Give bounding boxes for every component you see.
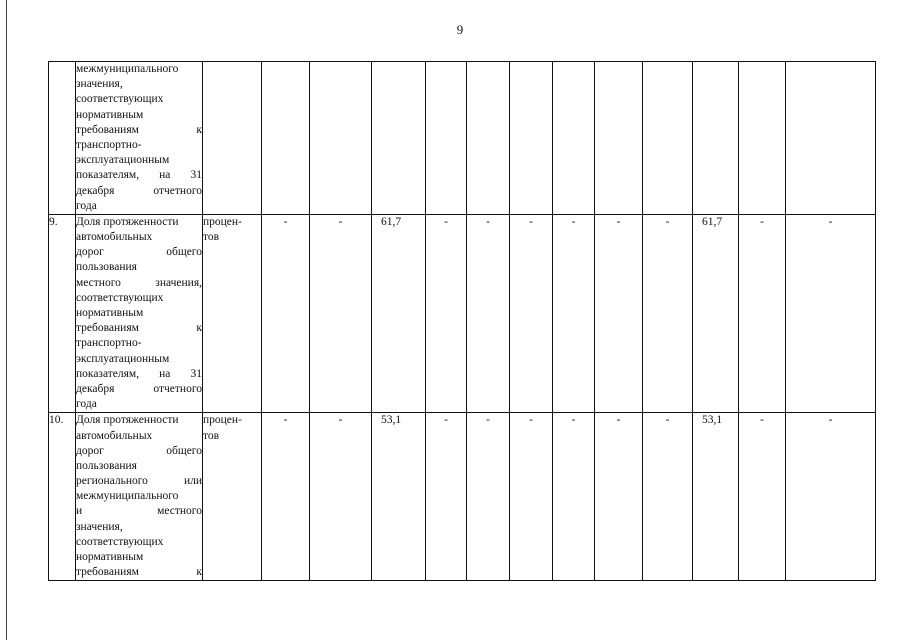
- description-word: нормативным: [76, 307, 144, 319]
- value-cell: 53,1: [372, 413, 426, 581]
- description-word: межмуниципального: [76, 490, 179, 503]
- description-line: [76, 550, 202, 565]
- description-line: [76, 565, 202, 580]
- value-cell: -: [595, 214, 643, 412]
- description-word: пользования: [76, 459, 137, 472]
- value-cell: -: [510, 413, 553, 581]
- description-word: эксплуатационным: [76, 154, 170, 167]
- value-cell: 61,7: [693, 214, 739, 412]
- description-line: [76, 199, 202, 214]
- description-word: значения,: [76, 520, 123, 533]
- description-line: [76, 77, 202, 92]
- description-word: транспортно-: [76, 337, 142, 350]
- description-line: [76, 489, 202, 504]
- description-word: общего: [166, 246, 202, 259]
- description-line: [76, 413, 202, 428]
- value-cell: -: [467, 214, 510, 412]
- row-number-cell: 9.: [49, 214, 76, 412]
- description-line: [76, 62, 202, 77]
- value-cell: -: [595, 413, 643, 581]
- description-word: показателям,: [76, 169, 140, 182]
- description-word: и: [76, 505, 83, 518]
- description-word: требованиям: [76, 322, 139, 335]
- indicator-description-cell: [76, 62, 203, 215]
- description-word: отчетного: [153, 382, 202, 395]
- value-cell: [310, 62, 372, 215]
- description-word: автомобильных: [76, 231, 153, 244]
- value-cell: -: [510, 214, 553, 412]
- description-word: автомобильных: [76, 429, 153, 442]
- description-word: требованиям: [76, 123, 139, 136]
- description-word: к: [196, 322, 202, 335]
- row-number-cell: 10.: [49, 413, 76, 581]
- unit-cell: [203, 413, 262, 581]
- description-line: [76, 444, 202, 459]
- value-cell: [693, 62, 739, 215]
- description-word: Доля протяженности: [76, 215, 179, 228]
- description-word: на: [159, 169, 171, 182]
- description-line: [76, 352, 202, 367]
- description-word: 31: [190, 169, 202, 182]
- value-cell: -: [262, 413, 310, 581]
- description-word: межмуниципального: [76, 63, 179, 75]
- value-cell: -: [739, 413, 786, 581]
- description-line: [76, 535, 202, 550]
- value-cell: [372, 62, 426, 215]
- description-line: [76, 459, 202, 474]
- description-word: пользования: [76, 261, 137, 274]
- description-word: 31: [190, 367, 202, 380]
- value-cell: [510, 62, 553, 215]
- unit-cell: [203, 214, 262, 412]
- description-word: дорог: [76, 246, 104, 259]
- description-word: нормативным: [76, 551, 144, 563]
- indicators-table: [48, 61, 876, 581]
- description-word: общего: [166, 444, 202, 457]
- unit-line: тов: [203, 429, 220, 442]
- binding-margin-line: [6, 0, 7, 640]
- value-cell: -: [786, 214, 876, 412]
- description-word: к: [196, 566, 202, 579]
- value-cell: -: [643, 413, 693, 581]
- value-cell: -: [553, 214, 595, 412]
- description-line: [76, 245, 202, 260]
- description-line: [76, 108, 202, 123]
- value-cell: -: [426, 413, 467, 581]
- description-line: [76, 520, 202, 535]
- unit-line: тов: [203, 231, 220, 244]
- description-line: [76, 367, 202, 382]
- description-word: отчетного: [153, 184, 202, 197]
- value-cell: [739, 62, 786, 215]
- table-row: [49, 413, 876, 581]
- unit-line: процен-: [203, 215, 242, 228]
- value-cell: [786, 62, 876, 215]
- description-word: значения,: [155, 276, 202, 289]
- description-word: транспортно-: [76, 138, 142, 151]
- table-row: [49, 214, 876, 412]
- description-word: декабря: [76, 184, 115, 197]
- description-word: года: [76, 199, 97, 212]
- description-word: соответствующих: [76, 291, 164, 304]
- description-line: [76, 474, 202, 489]
- description-line: [76, 153, 202, 168]
- description-line: [76, 306, 202, 321]
- value-cell: [426, 62, 467, 215]
- description-word: к: [196, 123, 202, 136]
- description-line: [76, 230, 202, 245]
- description-word: соответствующих: [76, 535, 164, 548]
- value-cell: -: [262, 214, 310, 412]
- description-word: показателям,: [76, 367, 140, 380]
- description-word: соответствующих: [76, 93, 164, 106]
- value-cell: [467, 62, 510, 215]
- value-cell: -: [643, 214, 693, 412]
- value-cell: -: [310, 413, 372, 581]
- value-cell: -: [786, 413, 876, 581]
- value-cell: -: [467, 413, 510, 581]
- indicator-description-cell: [76, 214, 203, 412]
- description-word: эксплуатационным: [76, 352, 170, 365]
- indicator-description-cell: [76, 413, 203, 581]
- description-word: или: [183, 475, 202, 488]
- description-word: требованиям: [76, 566, 139, 579]
- description-line: [76, 92, 202, 107]
- description-line: [76, 123, 202, 138]
- description-word: значения,: [76, 78, 123, 91]
- description-word: дорог: [76, 444, 104, 457]
- value-cell: -: [426, 214, 467, 412]
- description-line: [76, 336, 202, 351]
- row-number-cell: [49, 62, 76, 215]
- description-line: [76, 276, 202, 291]
- value-cell: [262, 62, 310, 215]
- description-line: [76, 291, 202, 306]
- description-line: [76, 429, 202, 444]
- value-cell: [553, 62, 595, 215]
- description-line: [76, 260, 202, 275]
- description-line: [76, 397, 202, 412]
- value-cell: [595, 62, 643, 215]
- unit-cell: [203, 62, 262, 215]
- description-line: [76, 138, 202, 153]
- description-word: местного: [157, 505, 202, 518]
- page-number: 9: [456, 22, 464, 37]
- description-word: местного: [76, 276, 121, 289]
- description-word: Доля протяженности: [76, 414, 179, 427]
- unit-line: процен-: [203, 414, 242, 427]
- description-line: [76, 382, 202, 397]
- value-cell: 61,7: [372, 214, 426, 412]
- value-cell: -: [310, 214, 372, 412]
- description-word: декабря: [76, 382, 115, 395]
- description-word: нормативным: [76, 108, 144, 121]
- description-line: [76, 215, 202, 230]
- description-word: года: [76, 398, 97, 411]
- value-cell: [643, 62, 693, 215]
- value-cell: -: [553, 413, 595, 581]
- description-line: [76, 168, 202, 183]
- table-row: [49, 62, 876, 215]
- description-word: регионального: [76, 475, 148, 488]
- description-line: [76, 504, 202, 519]
- value-cell: -: [739, 214, 786, 412]
- value-cell: 53,1: [693, 413, 739, 581]
- description-line: [76, 321, 202, 336]
- description-word: на: [159, 367, 171, 380]
- description-line: [76, 184, 202, 199]
